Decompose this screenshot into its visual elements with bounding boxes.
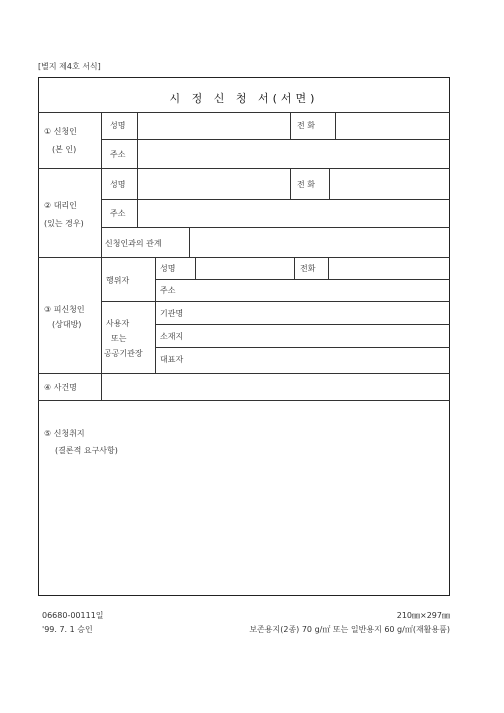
paper-size: 210㎜×297㎜ [396, 611, 450, 620]
divider [38, 400, 450, 401]
purpose-sublabel: (결론적 요구사항) [55, 446, 118, 455]
actor-phone-field[interactable] [329, 258, 449, 279]
user-label-1: 사용자 [106, 319, 130, 328]
respondent-label: ③ 피신청인 [44, 305, 85, 314]
respondent-sublabel: (상대방) [52, 320, 82, 329]
actor-address-field[interactable] [196, 280, 449, 301]
agent-name-label: 성명 [110, 180, 126, 189]
form-reference: [별지 제4호 서식] [38, 62, 101, 71]
applicant-name-label: 성명 [110, 121, 126, 130]
applicant-name-field[interactable] [138, 113, 289, 139]
user-label-2: 또는 [111, 334, 127, 343]
form-code: 06680-00111일 [42, 611, 104, 620]
agent-label: ② 대리인 [44, 201, 77, 210]
applicant-address-field[interactable] [138, 140, 449, 168]
approval-date: '99. 7. 1 승인 [42, 625, 93, 634]
agent-name-field[interactable] [138, 169, 289, 199]
divider [101, 112, 102, 400]
applicant-sublabel: (본 인) [52, 145, 77, 154]
actor-name-label: 성명 [160, 264, 176, 273]
agent-relation-field[interactable] [190, 228, 449, 257]
agent-phone-field[interactable] [330, 169, 449, 199]
applicant-phone-label: 전 화 [297, 121, 315, 130]
divider [294, 257, 295, 279]
org-location-field[interactable] [196, 325, 449, 347]
org-rep-label: 대표자 [160, 355, 184, 364]
applicant-label: ① 신청인 [44, 127, 77, 136]
purpose-field[interactable] [39, 462, 449, 594]
agent-relation-label: 신청인과의 관계 [105, 239, 162, 248]
actor-phone-label: 전화 [300, 264, 316, 273]
applicant-address-label: 주소 [110, 150, 126, 159]
form-title: 시 정 신 청 서(서면) [169, 92, 319, 105]
agent-address-field[interactable] [138, 200, 449, 227]
org-rep-field[interactable] [196, 348, 449, 373]
purpose-label: ⑤ 신청취지 [44, 429, 85, 438]
applicant-phone-field[interactable] [336, 113, 449, 139]
divider [155, 257, 156, 373]
case-name-label: ④ 사건명 [44, 383, 77, 392]
paper-spec: 보존용지(2종) 70 g/㎡ 또는 일반용지 60 g/㎡(재활용품) [249, 625, 450, 634]
agent-address-label: 주소 [110, 209, 126, 218]
actor-address-label: 주소 [160, 286, 176, 295]
org-location-label: 소재지 [160, 332, 184, 341]
actor-name-field[interactable] [196, 258, 293, 279]
org-name-label: 기관명 [160, 309, 184, 318]
user-label-3: 공공기관장 [104, 349, 143, 358]
case-name-field[interactable] [102, 374, 449, 400]
actor-label: 행위자 [106, 276, 130, 285]
divider [290, 112, 291, 139]
agent-sublabel: (있는 경우) [44, 219, 84, 228]
agent-phone-label: 전 화 [297, 180, 315, 189]
org-name-field[interactable] [196, 302, 449, 324]
divider [290, 168, 291, 199]
